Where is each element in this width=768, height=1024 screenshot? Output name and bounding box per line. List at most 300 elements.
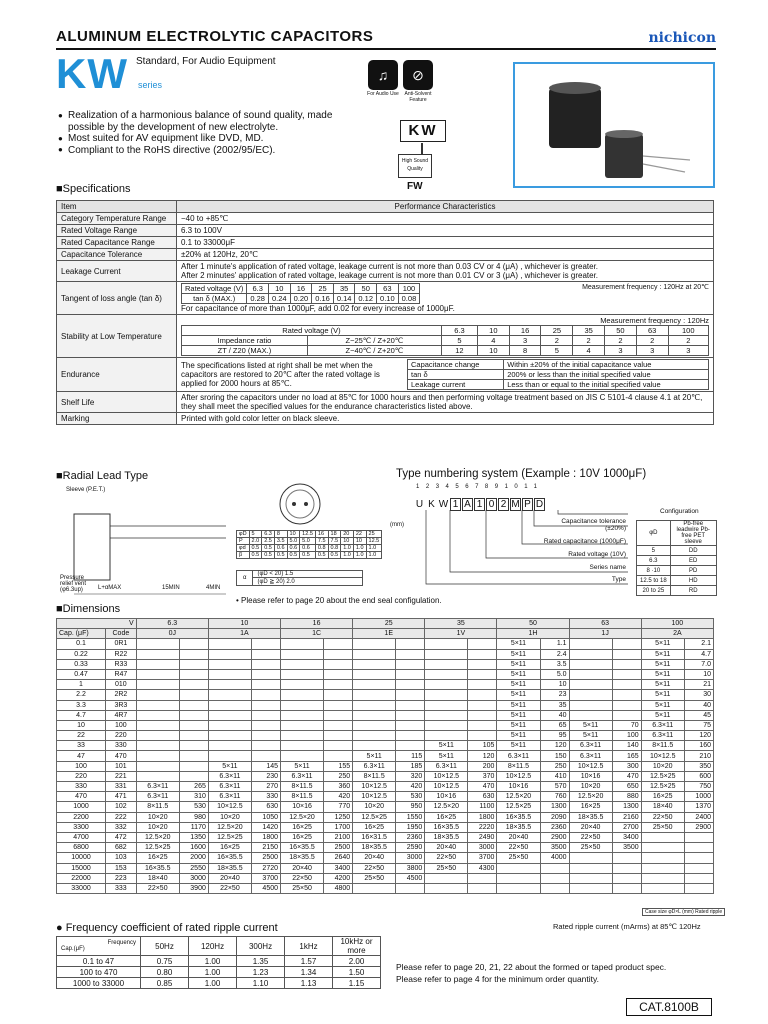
freq-header: 10kHz or more [333,937,381,956]
code-header: 0J [136,629,208,639]
empty-cell [179,720,208,730]
case-size-cell: 25×50 [641,822,684,832]
ripple-cell: 2500 [251,853,280,863]
empty-cell [281,751,324,761]
case-size-cell: 16×35.5 [281,843,324,853]
ripple-cell: 1350 [179,832,208,842]
ripple-cell: 3500 [612,843,641,853]
ripple-cell: 3000 [468,843,497,853]
ripple-cell: 2.1 [684,639,713,649]
case-size-cell: 22×50 [569,832,612,842]
empty-cell [425,680,468,690]
empty-cell [281,639,324,649]
code-cell: 2R2 [106,690,137,700]
code-cell: 682 [106,843,137,853]
cap-cell: 220 [57,771,106,781]
case-size-cell: 20×40 [425,843,468,853]
cfg-head: φD [637,521,671,546]
ripple-cell: 250 [540,761,569,771]
type-char: K [428,499,435,510]
empty-cell [324,700,353,710]
tan-header: tan δ (MAX.) [182,294,247,304]
high-sound-quality-badge: High Sound Quality [398,154,432,178]
empty-cell [468,720,497,730]
stab-value: 2 [605,336,637,346]
ripple-cell: 65 [540,720,569,730]
empty-cell [324,659,353,669]
empty-cell [281,741,324,751]
case-size-cell: 5×11 [641,680,684,690]
case-size-cell: 5×11 [497,649,540,659]
type-char: W [438,499,449,510]
table-row [57,832,714,842]
ripple-cell: 2360 [396,832,425,842]
spec-item: Category Temperature Range [57,213,177,225]
end-view-drawing [276,480,336,530]
tan-table [181,283,420,304]
ripple-cell: 2500 [324,843,353,853]
table-row [57,883,714,893]
stab-value: 2 [541,336,573,346]
empty-cell [324,741,353,751]
empty-cell [569,669,612,679]
empty-cell [569,883,612,893]
empty-cell [540,863,569,873]
ripple-cell: 310 [179,792,208,802]
code-cell: 331 [106,782,137,792]
empty-cell [324,680,353,690]
table-row [57,649,714,659]
empty-cell [396,710,425,720]
type-char: 2 [498,498,509,511]
case-size-cell: 22×50 [353,863,396,873]
ripple-cell: 1050 [251,812,280,822]
ripple-cell: 1000 [684,792,713,802]
ripple-cell: 155 [324,761,353,771]
code-cell: 101 [106,761,137,771]
code-header: 2A [641,629,713,639]
cfg-cell: PD [670,566,716,576]
code-header: 1V [425,629,497,639]
cap-label: Cap. (μF) [57,629,106,639]
ripple-cell: 4500 [251,883,280,893]
type-char: D [535,499,544,510]
empty-cell [179,659,208,669]
case-size-cell: 18×35.5 [425,832,468,842]
empty-cell [641,843,684,853]
empty-cell [179,649,208,659]
empty-cell [136,731,179,741]
spec-item: Shelf Life [57,392,177,413]
type-char: U [415,499,424,510]
ripple-cell: 410 [540,771,569,781]
cfg-cell: 5 [637,546,671,556]
code-header: 1A [208,629,280,639]
empty-cell [136,751,179,761]
case-size-cell: 12.5×25 [641,782,684,792]
cap-cell: 4700 [57,832,106,842]
empty-cell [612,883,641,893]
ripple-cell: 370 [468,771,497,781]
ripple-cell: 2160 [612,812,641,822]
case-size-cell: 16×25 [281,832,324,842]
stab-volt: 16 [509,326,541,336]
ripple-cell: 470 [468,782,497,792]
stab-volt: 50 [605,326,637,336]
case-size-cell: 6.3×11 [569,751,612,761]
case-size-cell: 12.5×20 [208,822,251,832]
empty-cell [425,659,468,669]
case-size-cell: 6.3×11 [136,792,179,802]
ripple-cell: 4200 [324,873,353,883]
freq-coef: 1.00 [189,967,237,978]
empty-cell [612,700,641,710]
empty-cell [136,659,179,669]
code-cell: 0R1 [106,639,137,649]
length-label: L+αMAX [98,585,122,591]
empty-cell [468,659,497,669]
code-header: 1C [281,629,353,639]
code-cell: 3R3 [106,700,137,710]
table-row [57,639,714,649]
freq-coef: 0.85 [141,978,189,989]
case-size-cell: 5×11 [569,720,612,730]
ripple-cell: 2100 [324,832,353,842]
spec-item: Marking [57,413,177,425]
spec-value [177,358,714,392]
empty-cell [425,883,468,893]
empty-cell [281,700,324,710]
voltage-header: 10 [208,619,280,629]
case-size-cell: 25×50 [497,853,540,863]
table-row [57,751,714,761]
empty-cell [136,771,179,781]
case-size-cell: 5×11 [497,669,540,679]
ripple-cell: 360 [324,782,353,792]
freq-coef: 1.50 [333,967,381,978]
spec-value: 0.1 to 33000μF [177,237,714,249]
empty-cell [612,710,641,720]
empty-cell [251,741,280,751]
freq-coef: 1.23 [237,967,285,978]
case-size-cell: 10×20 [641,761,684,771]
ripple-cell: 140 [612,741,641,751]
case-size-cell: 10×20 [208,812,251,822]
case-size-cell: 5×11 [641,669,684,679]
case-size-cell: 6.3×11 [353,761,396,771]
code-cell: R47 [106,669,137,679]
empty-cell [281,690,324,700]
series-box: KW [400,120,446,142]
ripple-cell: 2900 [684,822,713,832]
empty-cell [208,720,251,730]
case-size-cell: 6.3×11 [497,751,540,761]
empty-cell [612,669,641,679]
code-cell: 221 [106,771,137,781]
cfg-head: Pb-free leadwire Pb-free PET sleeve [670,521,716,546]
case-size-cell: 12.5×20 [497,792,540,802]
case-size-cell: 6.3×11 [281,771,324,781]
ripple-cell: 630 [468,792,497,802]
empty-cell [425,639,468,649]
ripple-cell: 2900 [540,832,569,842]
table-row [57,802,714,812]
case-size-cell: 16×35.5 [208,853,251,863]
empty-cell [684,853,713,863]
cap-cell: 4.7 [57,710,106,720]
empty-cell [251,690,280,700]
stab-value: 3 [636,346,668,356]
ripple-cell: 95 [540,731,569,741]
empty-cell [684,843,713,853]
ripple-cell: 2720 [251,863,280,873]
empty-cell [497,873,540,883]
case-size-cell: 5×11 [641,639,684,649]
empty-cell [179,700,208,710]
empty-cell [353,741,396,751]
ripple-cell: 2220 [468,822,497,832]
case-size-cell: 6.3×11 [425,761,468,771]
empty-cell [179,710,208,720]
v-label: V [57,619,137,629]
empty-cell [324,649,353,659]
empty-cell [540,883,569,893]
series-word: series [138,80,163,90]
case-size-cell: 10×16 [497,782,540,792]
endurance-text: The specifications listed at right shall be met when the capacitors are restored to 20℃ after the rated voltage is applied for 2000 hours at 85℃. [181,361,380,388]
table-row [57,873,714,883]
empty-cell [396,669,425,679]
ripple-cell: 120 [468,751,497,761]
ripple-cell: 3400 [612,832,641,842]
empty-cell [324,639,353,649]
empty-cell [684,873,713,883]
spec-value: 6.3 to 100V [177,225,714,237]
cfg-cell: 20 to 25 [637,586,671,596]
table-row [57,690,714,700]
cfg-cell: ED [670,556,716,566]
ripple-cell: 10 [684,669,713,679]
cap-cell: 2200 [57,812,106,822]
case-size-cell: 10×20 [353,802,396,812]
empty-cell [569,649,612,659]
empty-cell [179,680,208,690]
empty-cell [468,873,497,883]
case-size-cell: 18×35.5 [569,812,612,822]
empty-cell [179,731,208,741]
case-size-cell: 5×11 [641,700,684,710]
freq-corner [57,937,141,956]
code-cell: R33 [106,659,137,669]
ripple-cell: 2700 [612,822,641,832]
tan-value: 0.08 [398,294,420,304]
table-row [57,978,381,989]
ripple-cell: 5.0 [540,669,569,679]
case-size-cell: 10×16 [569,771,612,781]
empty-cell [641,873,684,883]
ripple-cell: 3700 [251,873,280,883]
empty-cell [281,669,324,679]
code-header: 1H [497,629,569,639]
case-size-cell: 25×50 [353,873,396,883]
case-size-cell: 25×50 [569,843,612,853]
case-size-cell: 18×35.5 [497,822,540,832]
case-size-cell: 10×12.5 [425,771,468,781]
case-size-cell: 8×11.5 [281,782,324,792]
table-row [57,792,714,802]
ripple-cell: 1420 [251,822,280,832]
empty-cell [208,751,251,761]
case-size-cell: 5×11 [281,761,324,771]
ripple-cell: 2640 [324,853,353,863]
ripple-cell: 70 [612,720,641,730]
empty-cell [251,649,280,659]
case-size-cell: 10×12.5 [208,802,251,812]
alpha-row: (φD < 20) 1.5 [253,571,363,578]
empty-cell [251,751,280,761]
case-size-cell: 5×11 [497,700,540,710]
case-size-cell: 22×50 [281,873,324,883]
ripple-cell: 1700 [324,822,353,832]
ripple-cell: 3900 [179,883,208,893]
case-size-cell: 16×35.5 [425,822,468,832]
stab-header: Rated voltage (V) [182,326,442,336]
voltage-header: 35 [425,619,497,629]
empty-cell [468,669,497,679]
page-header [56,26,716,50]
case-size-cell: 5×11 [569,731,612,741]
ripple-cell: 350 [684,761,713,771]
empty-cell [569,700,612,710]
cfg-cell: RD [670,586,716,596]
case-size-cell: 8×11.5 [353,771,396,781]
table-row [57,771,714,781]
empty-cell [353,649,396,659]
empty-cell [208,669,251,679]
case-size-cell: 5×11 [497,639,540,649]
stab-value: 2 [573,336,605,346]
freq-coef: 1.10 [237,978,285,989]
empty-cell [251,659,280,669]
case-size-cell: 10×20 [569,782,612,792]
tan-value: 0.12 [355,294,377,304]
ripple-cell: 4500 [396,873,425,883]
spec-col-header: Item [57,201,177,213]
empty-cell [353,669,396,679]
catalog-number: CAT.8100B [626,998,712,1016]
voltage-header: 25 [353,619,425,629]
empty-cell [353,700,396,710]
case-size-cell: 8×11.5 [281,792,324,802]
empty-cell [208,659,251,669]
empty-cell [396,659,425,669]
alpha-table: α (φD < 20) 1.5 (φD ≧ 20) 2.0 [236,570,363,586]
ripple-cell: 3800 [396,863,425,873]
empty-cell [425,720,468,730]
type-char: 1 [474,498,485,511]
case-size-cell: 25×50 [425,863,468,873]
voltage-header: 63 [569,619,641,629]
empty-cell [425,731,468,741]
tan-value: 0.10 [377,294,399,304]
spec-value [177,315,714,358]
tan-note: For capacitance of more than 1000μF, add 0.02 for every increase of 1000μF. [181,304,455,313]
case-size-cell: 5×11 [497,659,540,669]
empty-cell [425,873,468,883]
pressure-vent-label: Pressure relief vent (φ6.3up) [60,575,87,593]
case-size-cell: 18×35.5 [208,863,251,873]
empty-cell [396,639,425,649]
table-row [57,822,714,832]
empty-cell [684,883,713,893]
case-size-cell: 10×12.5 [497,771,540,781]
case-size-cell: 10×12.5 [353,782,396,792]
stab-value: 3 [668,346,708,356]
tan-volt: 6.3 [247,284,269,294]
empty-cell [353,639,396,649]
type-label-config: Configuration [660,508,699,515]
series-subtitle: Standard, For Audio Equipment [136,56,276,67]
ripple-cell: 2150 [251,843,280,853]
type-char: P [522,498,533,511]
table-row [57,720,714,730]
code-cell: 103 [106,853,137,863]
case-size-cell: 5×11 [497,741,540,751]
case-size-cell: 16×25 [136,853,179,863]
case-size-cell: 10×16 [281,802,324,812]
case-size-cell: 12.5×20 [281,812,324,822]
cap-cell: 22000 [57,873,106,883]
ripple-note: Rated ripple current (mArms) at 85℃ 120Hz [553,922,701,931]
table-row [57,700,714,710]
type-char: A [462,498,473,511]
case-size-cell: 16×35.5 [497,812,540,822]
leakage-line: After 1 minute's application of rated voltage, leakage current is not more than 0.03 CV or 4 (μA) , whichever is greater. [181,262,599,271]
case-size-cell: 5×11 [497,690,540,700]
case-size-cell: 16×25 [425,812,468,822]
empty-cell [251,720,280,730]
stability-table [181,325,709,356]
cfg-cell: 8 ·10 [637,566,671,576]
ripple-cell: 30 [684,690,713,700]
tan-volt: 10 [268,284,290,294]
ripple-cell: 760 [540,792,569,802]
case-size-cell: 16×25 [208,843,251,853]
empty-cell [612,873,641,883]
empty-cell [425,710,468,720]
ripple-cell: 530 [179,802,208,812]
cap-cell: 10 [57,720,106,730]
empty-cell [324,710,353,720]
case-size-cell: 22×50 [136,883,179,893]
tan-volt: 35 [333,284,355,294]
table-row [57,853,714,863]
ripple-cell: 1100 [468,802,497,812]
ripple-cell: 100 [612,731,641,741]
ripple-cell: 7.0 [684,659,713,669]
empty-cell [684,832,713,842]
cap-cell: 15000 [57,863,106,873]
empty-cell [281,731,324,741]
code-cell: 471 [106,792,137,802]
case-size-cell: 8×11.5 [497,761,540,771]
case-size-cell: 5×11 [425,751,468,761]
ripple-cell: 2550 [179,863,208,873]
stab-value: 4 [477,336,509,346]
case-size-cell: 18×35.5 [281,853,324,863]
spec-value [177,261,714,282]
empty-cell [251,669,280,679]
